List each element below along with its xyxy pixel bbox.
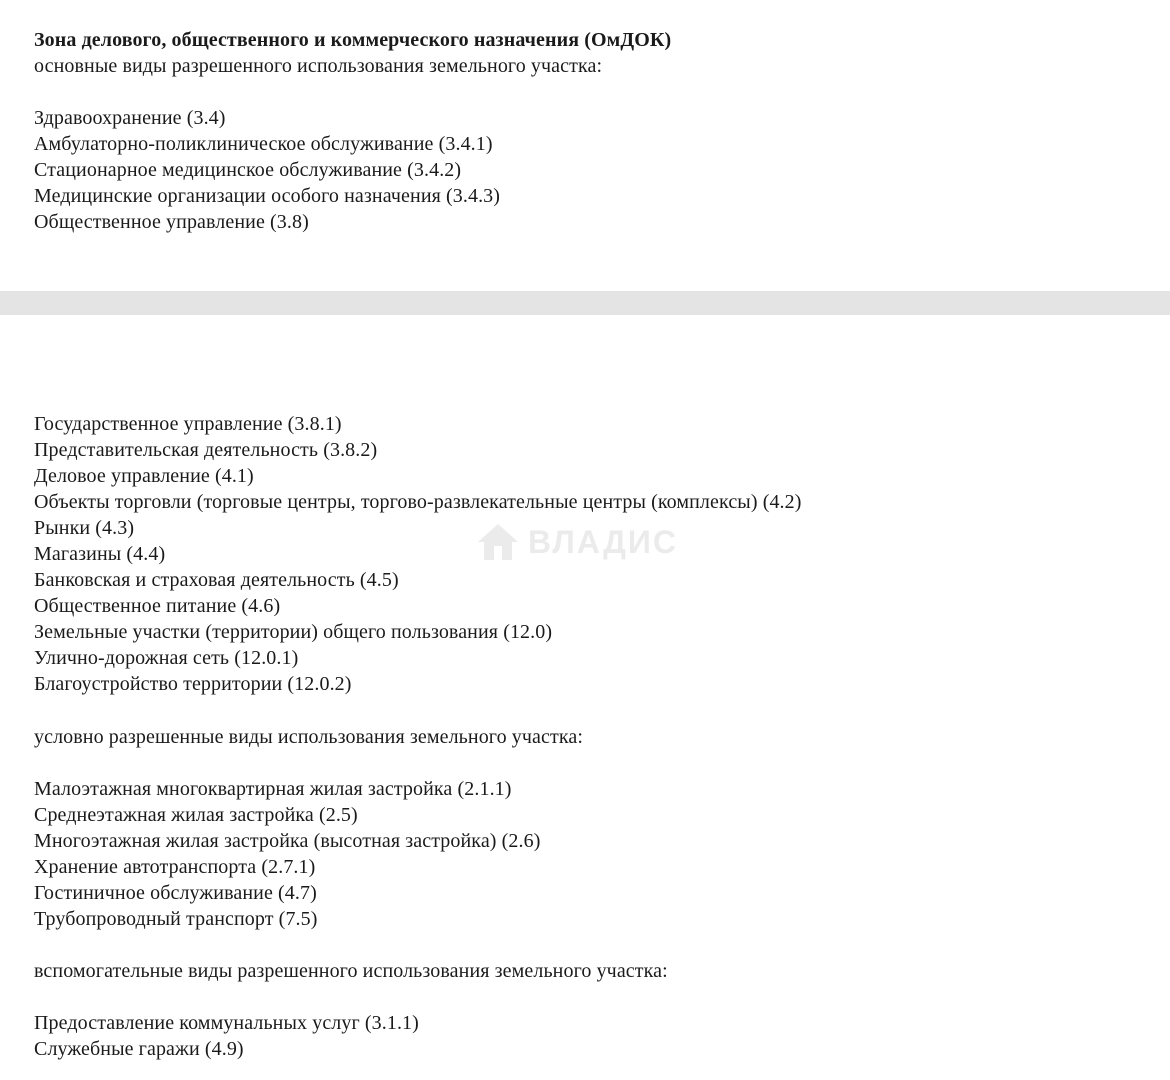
list-item: Амбулаторно-поликлиническое обслуживание (3.4.1)	[34, 133, 493, 155]
document-title: Зона делового, общественного и коммерческого назначения (ОмДОК)	[34, 29, 672, 51]
list-item: Деловое управление (4.1)	[34, 465, 254, 487]
auxiliary-uses-heading: вспомогательные виды разрешенного использования земельного участка:	[34, 960, 668, 982]
list-item: Улично-дорожная сеть (12.0.1)	[34, 647, 299, 669]
list-item: Общественное управление (3.8)	[34, 211, 309, 233]
list-item: Представительская деятельность (3.8.2)	[34, 439, 378, 461]
list-item: Магазины (4.4)	[34, 543, 166, 565]
list-item: Трубопроводный транспорт (7.5)	[34, 908, 318, 930]
list-item: Служебные гаражи (4.9)	[34, 1038, 244, 1060]
list-item: Объекты торговли (торговые центры, торгово-развлекательные центры (комплексы) (4.2)	[34, 491, 802, 513]
list-item: Общественное питание (4.6)	[34, 595, 281, 617]
page-separator	[0, 291, 1170, 315]
conditional-uses-heading: условно разрешенные виды использования земельного участка:	[34, 726, 584, 748]
main-uses-heading: основные виды разрешенного использования земельного участка:	[34, 55, 603, 77]
list-item: Среднеэтажная жилая застройка (2.5)	[34, 804, 358, 826]
list-item: Медицинские организации особого назначения (3.4.3)	[34, 185, 501, 207]
list-item: Предоставление коммунальных услуг (3.1.1)	[34, 1012, 419, 1034]
list-item: Здравоохранение (3.4)	[34, 107, 226, 129]
list-item: Стационарное медицинское обслуживание (3.4.2)	[34, 159, 462, 181]
list-item: Земельные участки (территории) общего пользования (12.0)	[34, 621, 553, 643]
list-item: Малоэтажная многоквартирная жилая застройка (2.1.1)	[34, 778, 512, 800]
list-item: Гостиничное обслуживание (4.7)	[34, 882, 317, 904]
list-item: Благоустройство территории (12.0.2)	[34, 673, 352, 695]
list-item: Многоэтажная жилая застройка (высотная застройка) (2.6)	[34, 830, 541, 852]
document-page-top	[0, 0, 1170, 291]
list-item: Хранение автотранспорта (2.7.1)	[34, 856, 316, 878]
list-item: Рынки (4.3)	[34, 517, 135, 539]
list-item: Государственное управление (3.8.1)	[34, 413, 342, 435]
list-item: Банковская и страховая деятельность (4.5)	[34, 569, 399, 591]
